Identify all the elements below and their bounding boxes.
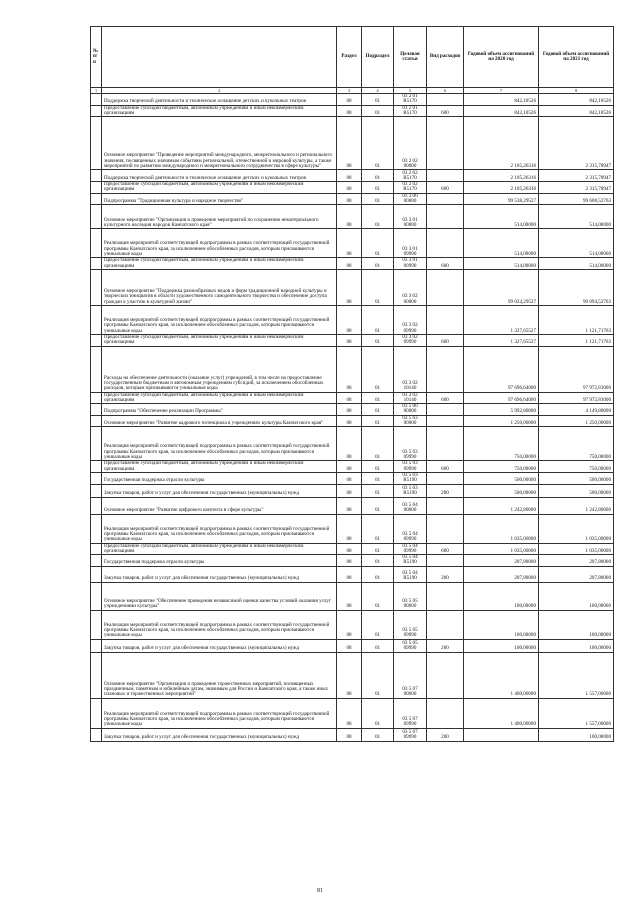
row-num-cell: [91, 170, 102, 182]
amount-2021-cell: 514,00000: [539, 258, 614, 270]
razdel-cell: 08: [337, 543, 362, 555]
amount-2021-cell: 99 094,52763: [539, 269, 614, 305]
table-row: [91, 193, 614, 205]
podrazdel-cell: 01: [362, 334, 394, 346]
item-name-cell: Поддержка творческой деятельности и техническое оснащение детских и кукольных театров: [102, 94, 337, 106]
target-article-cell: 03 5 07 00000: [394, 652, 427, 698]
amount-2021-cell: 99 608,52763: [539, 193, 614, 205]
target-article-cell: 03 5 03 00000: [394, 415, 427, 427]
razdel-cell: 08: [337, 415, 362, 427]
item-name-cell: Закупка товаров, работ и услуг для обеспечения государственных (муниципальных) нужд: [102, 484, 337, 497]
target-article-cell: 03 5 04 R5190: [394, 566, 427, 582]
target-article-cell: 03 5 04 R5190: [394, 555, 427, 567]
item-name-cell: Реализация мероприятий соответствующей подпрограммы в рамках соответствующей государственной программы Камчатского края, за исключением обособленных расходов, которым присваиваются уникальные коды: [102, 427, 337, 461]
target-article-cell: 03 2 02 00000: [394, 117, 427, 170]
target-article-cell: 03 5 03 R5190: [394, 472, 427, 484]
target-article-cell: 03 5 07 09990: [394, 728, 427, 741]
expense-type-cell: [427, 514, 464, 543]
table-row: [91, 698, 614, 728]
target-article-cell: 03 5 03 R5190: [394, 484, 427, 497]
target-article-cell: 03 3 01 00000: [394, 205, 427, 229]
target-article-cell: 03 5 05 09990: [394, 610, 427, 639]
header-name: [102, 27, 337, 88]
amount-2021-cell: 1 121,71763: [539, 305, 614, 334]
row-num-cell: [91, 728, 102, 741]
table-row: [91, 484, 614, 497]
amount-2020-cell: 1 400,00000: [464, 652, 539, 698]
table-header-row: [91, 27, 614, 88]
razdel-cell: 08: [337, 117, 362, 170]
razdel-cell: 08: [337, 639, 362, 652]
expense-type-cell: [427, 497, 464, 514]
target-article-cell: 03 5 05 00000: [394, 582, 427, 610]
target-article-cell: 03 5 03 09990: [394, 461, 427, 473]
razdel-cell: 08: [337, 497, 362, 514]
table-row: [91, 610, 614, 639]
razdel-cell: 08: [337, 170, 362, 182]
table-row: [91, 205, 614, 229]
amount-2021-cell: 1 121,71763: [539, 334, 614, 346]
item-name-cell: Основное мероприятие "Обеспечение проведения независимой оценки качества условий оказания услуг учреждениями культуры": [102, 582, 337, 610]
item-name-cell: Реализация мероприятий соответствующей подпрограммы в рамках соответствующей государственной программы Камчатского края, за исключением обособленных расходов, которым присваиваются уникальные коды: [102, 698, 337, 728]
table-row: [91, 392, 614, 404]
item-name-cell: Предоставление субсидий бюджетным, автономным учреждениям и иным некоммерческим организациям: [102, 258, 337, 270]
row-num-cell: [91, 514, 102, 543]
row-num-cell: [91, 484, 102, 497]
amount-2020-cell: 2 105,26316: [464, 117, 539, 170]
table-row: [91, 117, 614, 170]
item-name-cell: Реализация мероприятий соответствующей подпрограммы в рамках соответствующей государственной программы Камчатского края, за исключением обособленных расходов, которым присваиваются уникальные коды: [102, 610, 337, 639]
razdel-cell: 08: [337, 346, 362, 392]
item-name-cell: Государственная поддержка отрасли культуры: [102, 555, 337, 567]
col-number: 1: [91, 88, 102, 94]
amount-2021-cell: 207,80000: [539, 566, 614, 582]
table-row: [91, 404, 614, 416]
item-name-cell: Предоставление субсидий бюджетным, автономным учреждениям и иным некоммерческим организациям: [102, 105, 337, 117]
expense-type-cell: 600: [427, 543, 464, 555]
podrazdel-cell: 01: [362, 346, 394, 392]
amount-2020-cell: [464, 728, 539, 741]
amount-2021-cell: 1 557,00000: [539, 698, 614, 728]
podrazdel-cell: 01: [362, 484, 394, 497]
item-name-cell: Предоставление субсидий бюджетным, автономным учреждениям и иным некоммерческим организациям: [102, 334, 337, 346]
row-num-cell: [91, 427, 102, 461]
row-num-cell: [91, 305, 102, 334]
amount-2020-cell: 1 400,00000: [464, 698, 539, 728]
table-row: [91, 461, 614, 473]
podrazdel-cell: 01: [362, 205, 394, 229]
podrazdel-cell: 01: [362, 117, 394, 170]
razdel-cell: 08: [337, 392, 362, 404]
row-num-cell: [91, 258, 102, 270]
amount-2020-cell: 100,00000: [464, 610, 539, 639]
amount-2020-cell: 99 024,29527: [464, 269, 539, 305]
target-article-cell: 03 3 02 09990: [394, 334, 427, 346]
header-num: № п/п: [91, 27, 102, 88]
amount-2021-cell: 842,10526: [539, 94, 614, 106]
razdel-cell: 08: [337, 566, 362, 582]
amount-2021-cell: 2 315,78947: [539, 170, 614, 182]
razdel-cell: 08: [337, 193, 362, 205]
podrazdel-cell: 01: [362, 415, 394, 427]
table-row: [91, 472, 614, 484]
amount-2020-cell: 750,00000: [464, 461, 539, 473]
row-num-cell: [91, 182, 102, 194]
table-row: [91, 269, 614, 305]
target-article-cell: 03 5 00 00000: [394, 404, 427, 416]
razdel-cell: 08: [337, 334, 362, 346]
amount-2020-cell: 1 035,00000: [464, 543, 539, 555]
budget-table: [90, 26, 614, 742]
razdel-cell: 08: [337, 555, 362, 567]
target-article-cell: 03 3 01 09990: [394, 229, 427, 258]
target-article-cell: 03 2 02 R5170: [394, 170, 427, 182]
table-row: [91, 566, 614, 582]
table-row: [91, 543, 614, 555]
target-article-cell: 03 5 04 09990: [394, 543, 427, 555]
expense-type-cell: 200: [427, 639, 464, 652]
item-name-cell: Реализация мероприятий соответствующей подпрограммы в рамках соответствующей государственной программы Камчатского края, за исключением обособленных расходов, которым присваиваются уникальные коды: [102, 514, 337, 543]
expense-type-cell: [427, 94, 464, 106]
amount-2021-cell: 500,00000: [539, 472, 614, 484]
razdel-cell: 08: [337, 404, 362, 416]
table-row: [91, 652, 614, 698]
col-number: 3: [337, 88, 362, 94]
row-num-cell: [91, 652, 102, 698]
row-num-cell: [91, 639, 102, 652]
razdel-cell: 08: [337, 472, 362, 484]
expense-type-cell: 600: [427, 461, 464, 473]
razdel-cell: 08: [337, 305, 362, 334]
amount-2021-cell: 100,00000: [539, 582, 614, 610]
amount-2020-cell: 514,00000: [464, 258, 539, 270]
podrazdel-cell: 01: [362, 94, 394, 106]
amount-2021-cell: 750,00000: [539, 427, 614, 461]
amount-2020-cell: 1 327,65527: [464, 305, 539, 334]
row-num-cell: [91, 404, 102, 416]
item-name-cell: Закупка товаров, работ и услуг для обеспечения государственных (муниципальных) нужд: [102, 639, 337, 652]
podrazdel-cell: 01: [362, 639, 394, 652]
amount-2021-cell: 1 035,00000: [539, 514, 614, 543]
amount-2021-cell: 207,80000: [539, 555, 614, 567]
row-num-cell: [91, 105, 102, 117]
row-num-cell: [91, 392, 102, 404]
expense-type-cell: 600: [427, 105, 464, 117]
podrazdel-cell: 01: [362, 698, 394, 728]
amount-2021-cell: 1 557,00000: [539, 652, 614, 698]
header-vid: Вид расходов: [427, 27, 464, 88]
expense-type-cell: 600: [427, 392, 464, 404]
target-article-cell: 03 5 05 09990: [394, 639, 427, 652]
item-name-cell: Подпрограмма "Обеспечение реализации Программы": [102, 404, 337, 416]
target-article-cell: 03 3 02 09990: [394, 305, 427, 334]
row-num-cell: [91, 497, 102, 514]
table-row: [91, 170, 614, 182]
razdel-cell: 08: [337, 229, 362, 258]
table-row: [91, 514, 614, 543]
amount-2021-cell: 514,00000: [539, 229, 614, 258]
row-num-cell: [91, 117, 102, 170]
row-num-cell: [91, 543, 102, 555]
col-number: 5: [394, 88, 427, 94]
row-num-cell: [91, 698, 102, 728]
amount-2020-cell: 1 242,80000: [464, 497, 539, 514]
amount-2020-cell: 500,00000: [464, 472, 539, 484]
target-article-cell: 03 3 00 00000: [394, 193, 427, 205]
amount-2021-cell: 97 972,81000: [539, 346, 614, 392]
row-num-cell: [91, 472, 102, 484]
page-number: 81: [317, 888, 323, 894]
amount-2020-cell: 2 105,26316: [464, 182, 539, 194]
amount-2020-cell: 100,00000: [464, 582, 539, 610]
amount-2020-cell: 207,80000: [464, 566, 539, 582]
razdel-cell: 08: [337, 205, 362, 229]
target-article-cell: 03 5 04 09990: [394, 514, 427, 543]
amount-2020-cell: 97 696,64000: [464, 392, 539, 404]
expense-type-cell: [427, 555, 464, 567]
podrazdel-cell: 01: [362, 582, 394, 610]
amount-2020-cell: 750,00000: [464, 427, 539, 461]
expense-type-cell: 600: [427, 258, 464, 270]
target-article-cell: 03 2 02 R5170: [394, 182, 427, 194]
expense-type-cell: [427, 698, 464, 728]
target-article-cell: 03 5 03 09990: [394, 427, 427, 461]
amount-2020-cell: 100,00000: [464, 639, 539, 652]
row-num-cell: [91, 269, 102, 305]
expense-type-cell: [427, 652, 464, 698]
col-number: 8: [539, 88, 614, 94]
podrazdel-cell: 01: [362, 555, 394, 567]
amount-2021-cell: 2 315,78947: [539, 117, 614, 170]
table-row: [91, 728, 614, 741]
row-num-cell: [91, 205, 102, 229]
amount-2021-cell: 4 149,80000: [539, 404, 614, 416]
expense-type-cell: 200: [427, 728, 464, 741]
expense-type-cell: [427, 205, 464, 229]
header-2020: Годовой объем ассигнований на 2020 год: [464, 27, 539, 88]
row-num-cell: [91, 193, 102, 205]
expense-type-cell: [427, 404, 464, 416]
amount-2020-cell: 500,00000: [464, 484, 539, 497]
item-name-cell: Поддержка творческой деятельности и техническое оснащение детских и кукольных театров: [102, 170, 337, 182]
amount-2021-cell: 2 315,78947: [539, 182, 614, 194]
amount-2021-cell: 97 972,81000: [539, 392, 614, 404]
amount-2020-cell: 2 105,26316: [464, 170, 539, 182]
amount-2020-cell: 5 992,80000: [464, 404, 539, 416]
target-article-cell: 03 3 02 10140: [394, 346, 427, 392]
podrazdel-cell: 01: [362, 610, 394, 639]
col-number: 7: [464, 88, 539, 94]
expense-type-cell: 600: [427, 182, 464, 194]
amount-2021-cell: 1 242,80000: [539, 497, 614, 514]
amount-2020-cell: 1 327,65527: [464, 334, 539, 346]
podrazdel-cell: 01: [362, 305, 394, 334]
amount-2021-cell: 750,00000: [539, 461, 614, 473]
item-name-cell: Основное мероприятие "Организация и проведение торжественных мероприятий, посвященных праздничным, памятным и юбилейным датам, значимым для России и Камчатского края, а также иных плановых и торжественных мероприятий": [102, 652, 337, 698]
table-row: [91, 639, 614, 652]
header-razdel: Раздел: [337, 27, 362, 88]
table-row: [91, 258, 614, 270]
amount-2020-cell: 514,00000: [464, 229, 539, 258]
razdel-cell: 08: [337, 269, 362, 305]
item-name-cell: Закупка товаров, работ и услуг для обеспечения государственных (муниципальных) нужд: [102, 566, 337, 582]
podrazdel-cell: 01: [362, 461, 394, 473]
amount-2020-cell: 514,00000: [464, 205, 539, 229]
podrazdel-cell: 01: [362, 105, 394, 117]
amount-2021-cell: 100,00000: [539, 639, 614, 652]
podrazdel-cell: 01: [362, 258, 394, 270]
header-2021: Годовой объем ассигнований на 2021 год: [539, 27, 614, 88]
amount-2020-cell: 1 250,00000: [464, 415, 539, 427]
razdel-cell: 08: [337, 427, 362, 461]
col-number: 2: [102, 88, 337, 94]
razdel-cell: 08: [337, 728, 362, 741]
table-row: [91, 334, 614, 346]
target-article-cell: 03 3 02 10140: [394, 392, 427, 404]
table-row: [91, 305, 614, 334]
podrazdel-cell: 01: [362, 497, 394, 514]
row-num-cell: [91, 610, 102, 639]
item-name-cell: Государственная поддержка отрасли культуры: [102, 472, 337, 484]
podrazdel-cell: 01: [362, 427, 394, 461]
table-row: [91, 182, 614, 194]
table-row: [91, 555, 614, 567]
razdel-cell: 08: [337, 461, 362, 473]
target-article-cell: 03 5 07 09990: [394, 698, 427, 728]
item-name-cell: Предоставление субсидий бюджетным, автономным учреждениям и иным некоммерческим организациям: [102, 392, 337, 404]
row-num-cell: [91, 415, 102, 427]
target-article-cell: 03 2 01 R5170: [394, 94, 427, 106]
podrazdel-cell: 01: [362, 229, 394, 258]
amount-2020-cell: 97 696,64000: [464, 346, 539, 392]
razdel-cell: 08: [337, 182, 362, 194]
razdel-cell: 08: [337, 105, 362, 117]
amount-2020-cell: 842,10526: [464, 105, 539, 117]
razdel-cell: 08: [337, 698, 362, 728]
razdel-cell: 08: [337, 652, 362, 698]
expense-type-cell: [427, 346, 464, 392]
expense-type-cell: [427, 305, 464, 334]
table-row: [91, 94, 614, 106]
podrazdel-cell: 01: [362, 392, 394, 404]
row-num-cell: [91, 582, 102, 610]
row-num-cell: [91, 555, 102, 567]
podrazdel-cell: 01: [362, 514, 394, 543]
expense-type-cell: [427, 415, 464, 427]
podrazdel-cell: 01: [362, 652, 394, 698]
item-name-cell: Основное мероприятие "Развитие кадрового потенциала в учреждениях культуры Камчатского края": [102, 415, 337, 427]
amount-2020-cell: 207,80000: [464, 555, 539, 567]
expense-type-cell: [427, 610, 464, 639]
item-name-cell: Подпрограмма "Традиционная культура и народное творчество": [102, 193, 337, 205]
podrazdel-cell: 01: [362, 566, 394, 582]
item-name-cell: Расходы на обеспечение деятельности (оказание услуг) учреждений, в том числе на предоставление государственным бюджетным и автономным учреждениям субсидий, за исключением обособленных расходов, которым присваиваются уникальные коды: [102, 346, 337, 392]
razdel-cell: 08: [337, 94, 362, 106]
target-article-cell: 03 2 01 R5170: [394, 105, 427, 117]
item-name-cell: Предоставление субсидий бюджетным, автономным учреждениям и иным некоммерческим организациям: [102, 543, 337, 555]
item-name-cell: Основное мероприятие "Поддержка разнообразных видов и форм традиционной народной культуры и творческих инициатив в области художественного самодеятельного творчества и обеспечение доступа граждан к участию в культурной жизни": [102, 269, 337, 305]
expense-type-cell: [427, 117, 464, 170]
amount-2021-cell: 1 035,00000: [539, 543, 614, 555]
expense-type-cell: [427, 193, 464, 205]
expense-type-cell: 200: [427, 566, 464, 582]
amount-2021-cell: 500,00000: [539, 484, 614, 497]
amount-2021-cell: 514,00000: [539, 205, 614, 229]
target-article-cell: 03 5 04 00000: [394, 497, 427, 514]
razdel-cell: 08: [337, 484, 362, 497]
row-num-cell: [91, 461, 102, 473]
table-row: [91, 105, 614, 117]
header-podrazdel: Подраздел: [362, 27, 394, 88]
item-name-cell: Основное мероприятие "Развитие цифрового контента в сфере культуры": [102, 497, 337, 514]
table-body: [91, 94, 614, 742]
table-row: [91, 229, 614, 258]
expense-type-cell: 600: [427, 334, 464, 346]
expense-type-cell: [427, 582, 464, 610]
row-num-cell: [91, 334, 102, 346]
table-row: [91, 582, 614, 610]
podrazdel-cell: 01: [362, 404, 394, 416]
table-row: [91, 346, 614, 392]
item-name-cell: Реализация мероприятий соответствующей подпрограммы в рамках соответствующей государственной программы Камчатского края, за исключением обособленных расходов, которым присваиваются уникальные коды: [102, 229, 337, 258]
row-num-cell: [91, 346, 102, 392]
expense-type-cell: [427, 170, 464, 182]
amount-2021-cell: 100,00000: [539, 728, 614, 741]
item-name-cell: Основное мероприятие "Проведение мероприятий международного, межрегионального и регионального значения, посвященных значимым событиям региональной, отечественной и мировой культуры, а также мероприятий по развитию международного и межрегионального сотрудничества в сфере культуры": [102, 117, 337, 170]
amount-2021-cell: 842,10526: [539, 105, 614, 117]
amount-2021-cell: 100,00000: [539, 610, 614, 639]
header-target: Целевая статья: [394, 27, 427, 88]
item-name-cell: Закупка товаров, работ и услуг для обеспечения государственных (муниципальных) нужд: [102, 728, 337, 741]
item-name-cell: Реализация мероприятий соответствующей подпрограммы в рамках соответствующей государственной программы Камчатского края, за исключением обособленных расходов, которым присваиваются уникальные коды: [102, 305, 337, 334]
target-article-cell: 03 3 02 00000: [394, 269, 427, 305]
podrazdel-cell: 01: [362, 193, 394, 205]
podrazdel-cell: 01: [362, 472, 394, 484]
row-num-cell: [91, 229, 102, 258]
razdel-cell: 08: [337, 514, 362, 543]
expense-type-cell: [427, 269, 464, 305]
podrazdel-cell: 01: [362, 170, 394, 182]
amount-2020-cell: 1 035,00000: [464, 514, 539, 543]
table-row: [91, 497, 614, 514]
item-name-cell: Предоставление субсидий бюджетным, автономным учреждениям и иным некоммерческим организациям: [102, 182, 337, 194]
table-row: [91, 427, 614, 461]
razdel-cell: 08: [337, 582, 362, 610]
expense-type-cell: [427, 229, 464, 258]
item-name-cell: Предоставление субсидий бюджетным, автономным учреждениям и иным некоммерческим организациям: [102, 461, 337, 473]
razdel-cell: 08: [337, 258, 362, 270]
expense-type-cell: [427, 472, 464, 484]
amount-2020-cell: 842,10526: [464, 94, 539, 106]
podrazdel-cell: 01: [362, 269, 394, 305]
row-num-cell: [91, 566, 102, 582]
col-number: 4: [362, 88, 394, 94]
col-number: 6: [427, 88, 464, 94]
row-num-cell: [91, 94, 102, 106]
razdel-cell: 08: [337, 610, 362, 639]
table-row: [91, 415, 614, 427]
amount-2020-cell: 99 538,29527: [464, 193, 539, 205]
amount-2021-cell: 1 250,00000: [539, 415, 614, 427]
podrazdel-cell: 01: [362, 543, 394, 555]
target-article-cell: 03 3 01 09990: [394, 258, 427, 270]
expense-type-cell: 200: [427, 484, 464, 497]
item-name-cell: Основное мероприятие "Организация и проведение мероприятий по сохранению нематериального культурного наследия народов Камчатского края": [102, 205, 337, 229]
podrazdel-cell: 01: [362, 182, 394, 194]
podrazdel-cell: 01: [362, 728, 394, 741]
expense-type-cell: [427, 427, 464, 461]
